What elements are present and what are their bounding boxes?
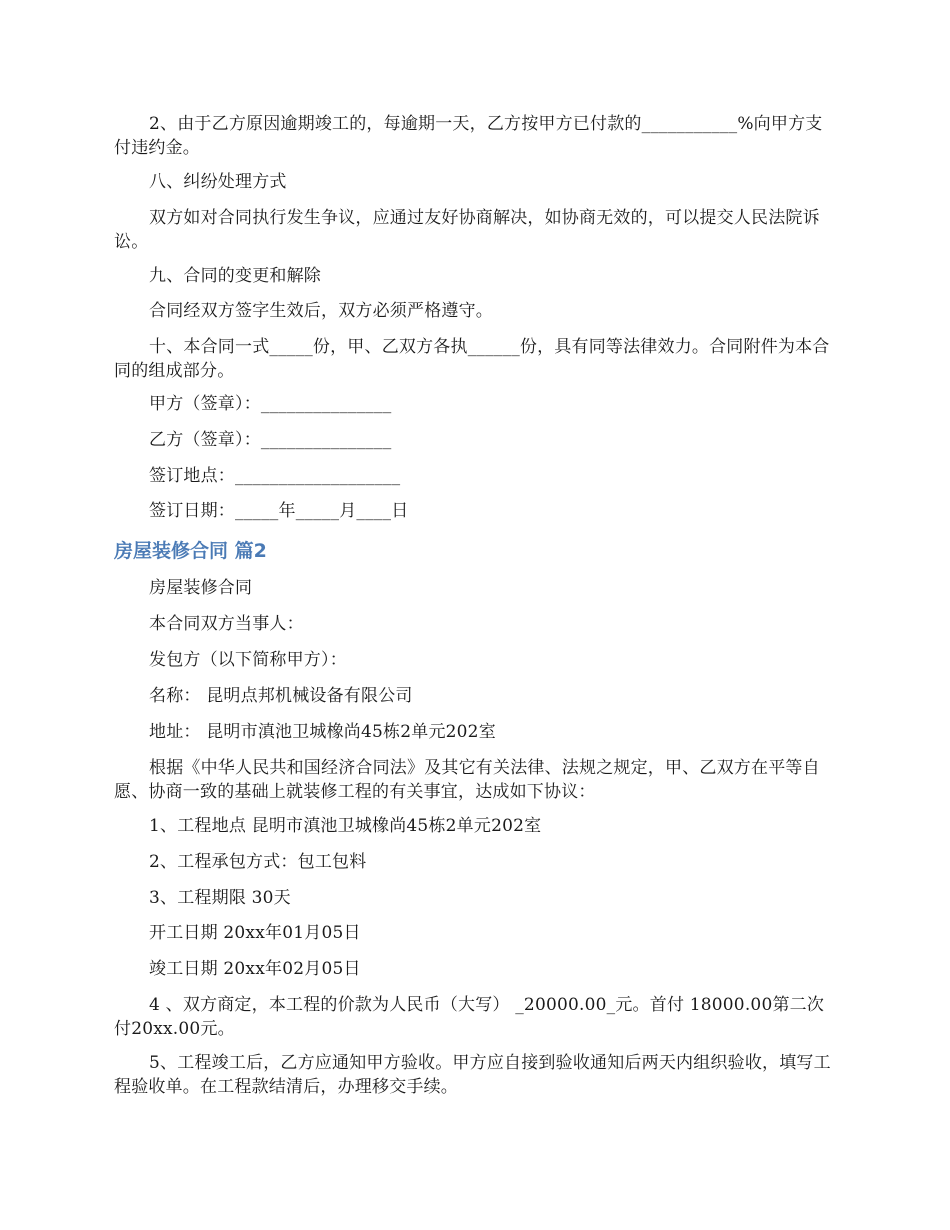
company-name: 名称： 昆明点邦机械设备有限公司 xyxy=(149,686,413,706)
clause-contract-type: 2、工程承包方式：包工包料 xyxy=(149,852,367,872)
employer-label: 发包方（以下简称甲方）： xyxy=(149,650,347,670)
clause-location: 1、工程地点 昆明市滇池卫城橡尚45栋2单元202室 xyxy=(149,816,542,836)
paragraph-copies: 十、本合同一式_____份，甲、乙双方各执______份，具有同等法律效力。合同附件为本合同的组成部分。 xyxy=(114,337,830,381)
completion-date: 竣工日期 20xx年02月05日 xyxy=(149,959,361,979)
section-heading: 房屋装修合同 篇2 xyxy=(114,540,267,562)
paragraph-late-penalty: 2、由于乙方原因逾期竣工的，每逾期一天，乙方按甲方已付款的___________%向甲方支付违约金。 xyxy=(114,114,823,158)
clause-duration: 3、工程期限 30天 xyxy=(149,888,291,908)
clause-price: 4 、双方商定，本工程的价款为人民币（大写） _20000.00_元。首付 18000.00第二次付20xx.00元。 xyxy=(114,995,825,1039)
contract-title: 房屋装修合同 xyxy=(149,578,253,598)
signing-date: 签订日期：_____年_____月____日 xyxy=(149,501,409,521)
paragraph-legal-basis: 根据《中华人民共和国经济合同法》及其它有关法律、法规之规定，甲、乙双方在平等自愿、协商一致的基础上就装修工程的有关事宜，达成如下协议： xyxy=(114,758,820,802)
parties-label: 本合同双方当事人： xyxy=(149,614,304,634)
clause-acceptance: 5、工程竣工后，乙方应通知甲方验收。甲方应自接到验收通知后两天内组织验收，填写工程验收单。在工程款结清后，办理移交手续。 xyxy=(114,1053,831,1097)
party-b-signature: 乙方（签章）：_______________ xyxy=(149,430,392,450)
paragraph-change: 合同经双方签字生效后，双方必须严格遵守。 xyxy=(149,301,493,321)
signing-place: 签订地点：___________________ xyxy=(149,466,401,486)
paragraph-dispute: 双方如对合同执行发生争议，应通过友好协商解决，如协商无效的，可以提交人民法院诉讼。 xyxy=(114,208,820,252)
section-title-change: 九、合同的变更和解除 xyxy=(149,266,321,286)
company-address: 地址： 昆明市滇池卫城橡尚45栋2单元202室 xyxy=(149,722,496,742)
party-a-signature: 甲方（签章）：_______________ xyxy=(149,394,392,414)
start-date: 开工日期 20xx年01月05日 xyxy=(149,923,361,943)
section-title-dispute: 八、纠纷处理方式 xyxy=(149,172,287,192)
